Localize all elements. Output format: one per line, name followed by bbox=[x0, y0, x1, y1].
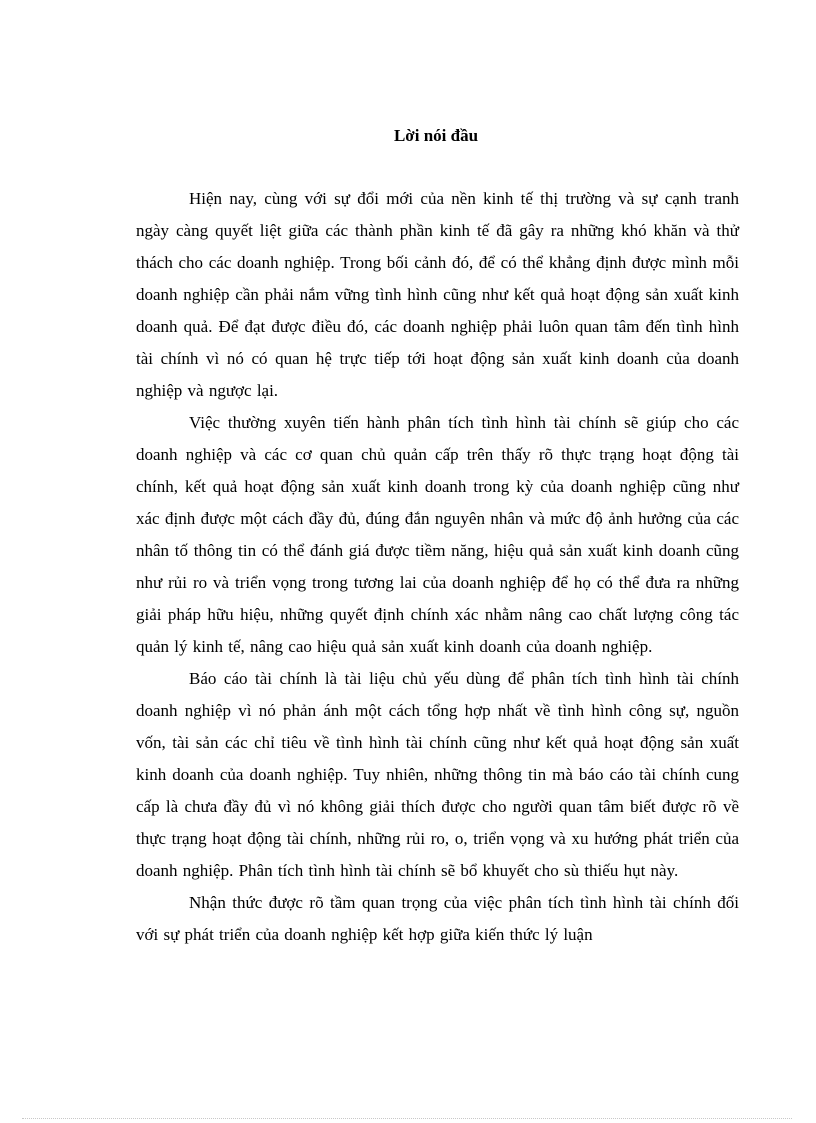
body-text bbox=[136, 183, 739, 951]
page-bottom-divider bbox=[22, 1118, 792, 1119]
paragraph-2: Việc thường xuyên tiến hành phân tích tình hình tài chính sẽ giúp cho các doanh nghiệp và các cơ quan chủ quản cấp trên thấy rõ thực trạng hoạt động tài chính, kết quả hoạt động sản xuất kinh doanh trong kỳ của doanh nghiệp cũng như xác định được một cách đầy đủ, đúng đắn nguyên nhân và mức độ ảnh hưởng của các nhân tố thông tin có thể đánh giá được tiềm năng, hiệu quả sản xuất kinh doanh cũng như rủi ro và triển vọng trong tương lai của doanh nghiệp để họ có thể đưa ra những giải pháp hữu hiệu, những quyết định chính xác nhằm nâng cao chất lượng công tác quản lý kinh tế, nâng cao hiệu quả sản xuất kinh doanh của doanh nghiệp. bbox=[136, 413, 739, 656]
paragraph-4: Nhận thức được rõ tầm quan trọng của việc phân tích tình hình tài chính đối với sự phát triển của doanh nghiệp kết hợp giữa kiến thức lý luận bbox=[136, 893, 739, 944]
paragraph-1: Hiện nay, cùng với sự đổi mới của nền kinh tế thị trường và sự cạnh tranh ngày càng quyết liệt giữa các thành phần kinh tế đã gây ra những khó khăn và thử thách cho các doanh nghiệp. Trong bối cảnh đó, để có thể khẳng định được mình mỗi doanh nghiệp cần phải nắm vững tình hình cũng như kết quả hoạt động sản xuất kinh doanh quả. Để đạt được điều đó, các doanh nghiệp phải luôn quan tâm đến tình hình tài chính vì nó có quan hệ trực tiếp tới hoạt động sản xuất kinh doanh của doanh nghiệp và ngược lại. bbox=[136, 189, 739, 400]
paragraph-3: Báo cáo tài chính là tài liệu chủ yếu dùng để phân tích tình hình tài chính doanh nghiệp vì nó phản ánh một cách tổng hợp nhất về tình hình công sự, nguồn vốn, tài sản các chỉ tiêu về tình hình tài chính cũng như kết quả hoạt động sản xuất kinh doanh của doanh nghiệp. Tuy nhiên, những thông tin mà báo cáo tài chính cung cấp là chưa đầy đủ vì nó không giải thích được cho người quan tâm biết được rõ về thực trạng hoạt động tài chính, những rủi ro, o, triển vọng và xu hướng phát triển của doanh nghiệp. Phân tích tình hình tài chính sẽ bổ khuyết cho sù thiếu hụt này. bbox=[136, 669, 739, 880]
page-title: Lời nói đầu bbox=[393, 126, 479, 145]
